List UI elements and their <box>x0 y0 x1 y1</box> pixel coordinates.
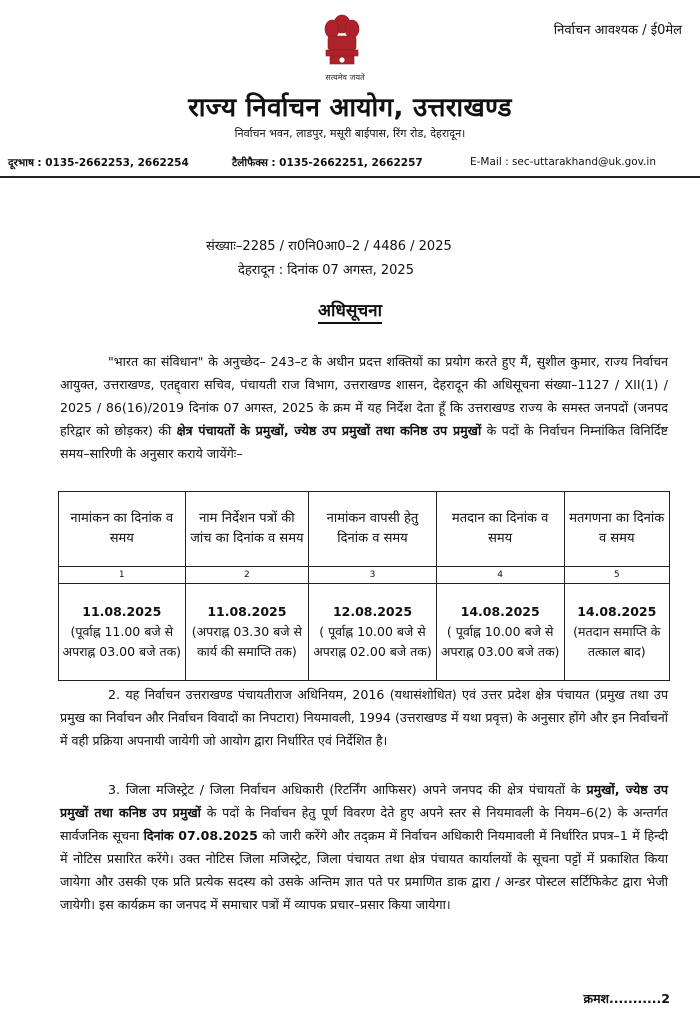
table-header-cell: मतगणना का दिनांक व समय <box>564 492 669 567</box>
cell-time: ( पूर्वाह्न 10.00 बजे से अपराह्न 02.00 बजे तक) <box>313 624 432 659</box>
phone-line <box>8 156 189 170</box>
paragraph-3 <box>60 778 668 916</box>
email-line: E-Mail : sec-uttarakhand@uk.gov.in <box>470 156 656 168</box>
table-cell <box>309 584 437 681</box>
continued-marker: क्रमश...........2 <box>583 991 670 1006</box>
notification-title <box>0 298 700 321</box>
reference-date: देहरादून : दिनांक 07 अगस्त, 2025 <box>238 263 414 278</box>
para3-bold-b: प्रमुखों, ज्येष्ठ उप प्रमुखों तथा कनिष्ठ उप प्रमुखों <box>60 782 668 820</box>
cell-date: 12.08.2025 <box>332 604 413 619</box>
cell-date: 11.08.2025 <box>82 604 162 619</box>
para3-bold-date: दिनांक 07.08.2025 <box>143 828 258 843</box>
column-number: 1 <box>59 567 186 584</box>
table-cell <box>436 584 564 681</box>
para1-text-c: के पदों के निर्वाचन निम्नांकित विनिर्दिष्ट समय–सारिणी के अनुसार कराये जायेंगेः– <box>60 423 668 461</box>
paragraph-2: 2. यह निर्वाचन उत्तराखण्ड पंचायतीराज अधिनियम, 2016 (यथासंशोधित) एवं उत्तर प्रदेश क्षेत्र पंचायत (प्रमुख तथा उप प्रमुख का निर्वाचन और निर्वाचन विवादों का निपटारा) नियमावली, 1994 (उत्तराखण्ड में यथा प्रवृत्त) के अनुसार होंगे और इन निर्वाचनों में वही प्रक्रिया अपनायी जायेगी जो आयोग द्वारा निर्धारित एवं निर्देशित है। <box>60 687 668 748</box>
phone-label: दूरभाष <box>8 157 35 169</box>
column-number: 4 <box>436 567 564 584</box>
cell-date: 14.08.2025 <box>577 604 657 619</box>
cell-time: ( पूर्वाह्न 10.00 बजे से अपराह्न 03.00 बजे तक) <box>440 624 560 659</box>
top-right-label: निर्वाचन आवश्यक / ई0मेल <box>553 23 682 38</box>
fax-line <box>232 156 423 170</box>
para3-text-e: को जारी करेंगे और तद्क्रम में निर्वाचन अधिकारी नियमावली में निर्धारित प्रपत्र–1 में हिन्दी में नोटिस प्रसारित करेंगे। उक्त नोटिस जिला मजिस्ट्रेट, जिला पंचायत तथा क्षेत्र पंचायत कार्यालयों के सूचना पट्टों में प्रकाशित किया जायेगा और उसकी एक प्रति प्रत्येक सदस्य को उसके अन्तिम ज्ञात पते पर प्रमाणित डाक द्वारा / अन्डर पोस्टल सर्टिफिकेट द्वारा भेजी जायेगी। इस कार्यक्रम का जनपद में समाचार पत्रों में व्यापक प्रचार–प्रसार किया जायेगा। <box>60 828 668 912</box>
table-header-cell: नाम निर्देशन पत्रों की जांच का दिनांक व समय <box>185 492 309 567</box>
table-header-cell: नामांकन का दिनांक व समय <box>59 492 186 567</box>
schedule-table <box>58 491 670 681</box>
table-header-cell: नामांकन वापसी हेतु दिनांक व समय <box>309 492 437 567</box>
cell-time: (मतदान समाप्ति के तत्काल बाद) <box>573 624 661 659</box>
commission-name: राज्य निर्वाचन आयोग, उत्तराखण्ड <box>188 93 512 123</box>
column-number: 5 <box>564 567 669 584</box>
cell-date: 14.08.2025 <box>460 604 540 619</box>
reference-number: संख्याः–2285 / रा0नि0आ0–2 / 4486 / 2025 <box>206 239 452 254</box>
table-cell <box>185 584 309 681</box>
fax-numbers: : 0135-2662251, 2662257 <box>271 157 423 169</box>
para3-text-c: के पदों के निर्वाचन हेतु पूर्ण विवरण देते हुए अपने स्तर से नियमावली के नियम–6(2) के अन्तर्गत सार्वजनिक सूचना <box>60 805 668 843</box>
cell-time: (अपराह्न 03.30 बजे से कार्य की समाप्ति तक) <box>191 624 302 659</box>
state-emblem <box>318 10 366 72</box>
table-header-cell: मतदान का दिनांक व समय <box>436 492 564 567</box>
para3-text-a: 3. जिला मजिस्ट्रेट / जिला निर्वाचन अधिकारी (रिटर्निंग आफिसर) अपने जनपद की क्षेत्र पंचायतों के <box>108 782 581 797</box>
table-number-row <box>59 567 670 584</box>
emblem-motto: सत्यमेव जयते <box>325 73 365 82</box>
column-number: 3 <box>309 567 437 584</box>
table-header-row <box>59 492 670 567</box>
phone-numbers: : 0135-2662253, 2662254 <box>37 157 189 169</box>
cell-date: 11.08.2025 <box>207 604 287 619</box>
notification-title-text: अधिसूचना <box>318 301 382 324</box>
commission-address: निर्वाचन भवन, लाडपुर, मसूरी बाईपास, रिंग रोड, देहरादून। <box>234 127 466 140</box>
table-row <box>59 584 670 681</box>
table-cell <box>564 584 669 681</box>
column-number: 2 <box>185 567 309 584</box>
cell-time: (पूर्वाह्न 11.00 बजे से अपराह्न 03.00 बजे तक) <box>62 624 182 659</box>
para1-text-a: "भारत का संविधान" के अनुच्छेद– 243–ट के अधीन प्रदत्त शक्तियों का प्रयोग करते हुए मैं, सुशील कुमार, राज्य निर्वाचन आयुक्त, उत्तराखण्ड, एतद्द्वारा सचिव, पंचायती राज विभाग, उत्तराखण्ड शासन, देहरादून की अधिसूचना संख्या–1127 / XII(1) / 2025 / 86(16)/2019 दिनांक 07 अगस्त, 2025 के क्रम में यह निर्देश देता हूँ कि उत्तराखण्ड राज्य के समस्त जनपदों (जनपद हरिद्वार को छोड़कर) की <box>60 354 668 438</box>
paragraph-1 <box>60 350 668 465</box>
para1-bold: क्षेत्र पंचायतों के प्रमुखों, ज्येष्ठ उप प्रमुखों तथा कनिष्ठ उप प्रमुखों <box>176 423 482 438</box>
header-divider <box>0 176 700 178</box>
table-cell <box>59 584 186 681</box>
fax-label: टैलीफैक्स <box>232 157 268 169</box>
